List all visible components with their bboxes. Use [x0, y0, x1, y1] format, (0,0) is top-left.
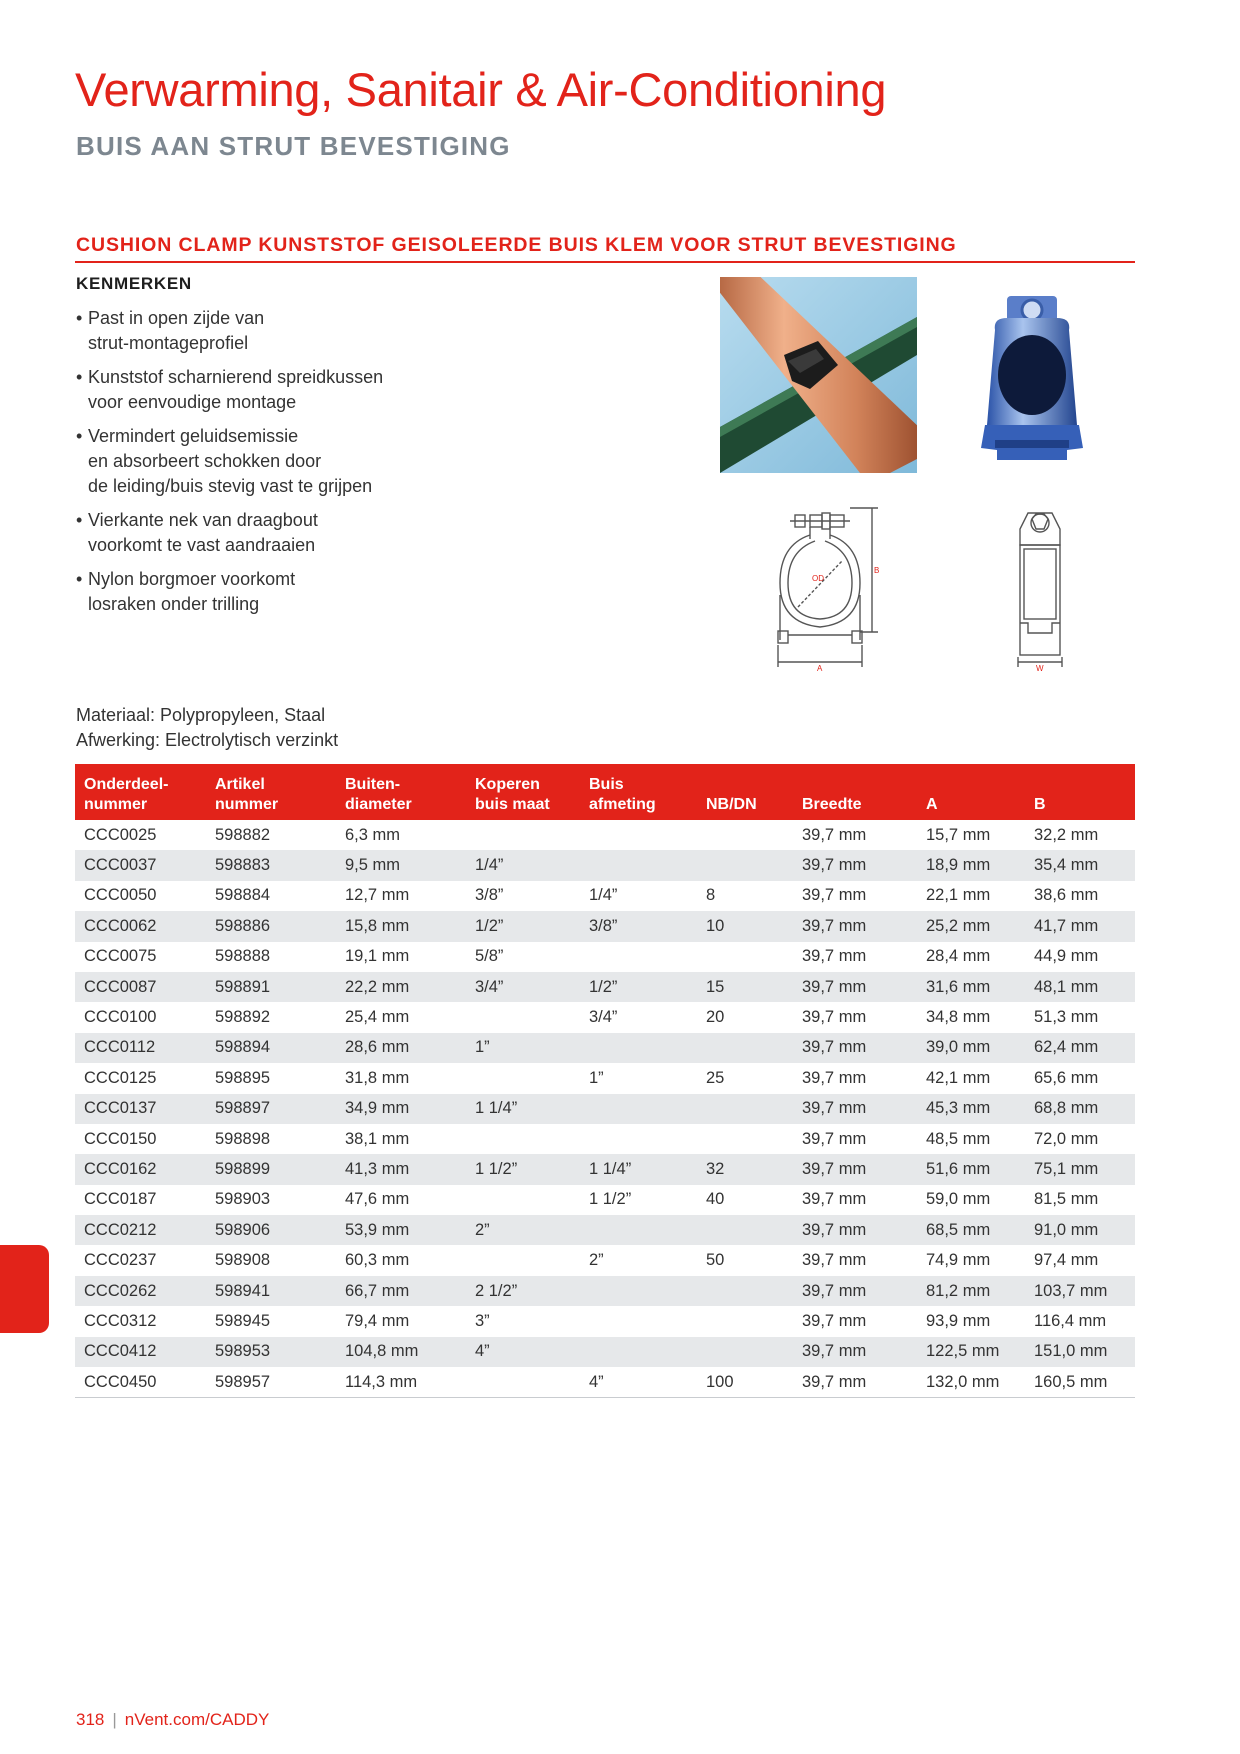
- table-cell: 9,5 mm: [336, 850, 466, 880]
- table-cell: [697, 942, 793, 972]
- section-divider: [75, 261, 1135, 263]
- table-cell: 15,7 mm: [926, 825, 991, 844]
- table-cell: [697, 1337, 793, 1367]
- table-cell: CCC0087: [75, 972, 206, 1002]
- table-cell: 1/4”: [466, 850, 580, 880]
- table-cell: 68,5 mm: [917, 1215, 1025, 1245]
- footer: [76, 1710, 269, 1730]
- table-cell: CCC0075: [84, 947, 157, 966]
- table-cell: 34,8 mm: [926, 1008, 991, 1027]
- column-header: B: [1025, 764, 1135, 820]
- table-cell: CCC0100: [84, 1008, 157, 1027]
- table-cell: [466, 1063, 580, 1093]
- table-cell: CCC0412: [75, 1337, 206, 1367]
- table-cell: 59,0 mm: [926, 1190, 991, 1209]
- table-cell: 39,7 mm: [802, 886, 867, 905]
- table-cell: 93,9 mm: [926, 1311, 991, 1330]
- product-table: [75, 764, 1135, 1398]
- table-cell: [580, 850, 697, 880]
- feature-item: • Vermindert geluidsemissie en absorbeert schokken door de leiding/buis stevig vast te grijpen: [76, 424, 436, 499]
- table-cell: [466, 1245, 580, 1275]
- table-cell: 3/4”: [589, 1008, 618, 1027]
- table-cell: 65,6 mm: [1034, 1068, 1099, 1087]
- page-title: Verwarming, Sanitair & Air-Conditioning: [75, 63, 887, 116]
- table-cell: 51,6 mm: [917, 1154, 1025, 1184]
- table-cell: [697, 1306, 793, 1336]
- column-header: Buiten- diameter: [336, 764, 466, 820]
- table-cell: 100: [697, 1367, 793, 1398]
- table-row: [75, 1276, 1135, 1306]
- table-cell: [466, 1185, 580, 1215]
- table-cell: 1/2”: [580, 972, 697, 1002]
- table-cell: CCC0237: [84, 1251, 157, 1270]
- table-cell: 12,7 mm: [345, 886, 410, 905]
- table-cell: CCC0137: [75, 1094, 206, 1124]
- column-header: Koperen buis maat: [466, 764, 580, 820]
- table-cell: 4”: [466, 1337, 580, 1367]
- table-cell: 91,0 mm: [1025, 1215, 1135, 1245]
- table-cell: 598906: [206, 1215, 336, 1245]
- table-cell: 598895: [215, 1068, 271, 1087]
- table-cell: 32,2 mm: [1034, 825, 1099, 844]
- table-cell: [466, 820, 580, 850]
- table-cell: 1 1/4”: [466, 1094, 580, 1124]
- table-row: [75, 942, 1135, 972]
- table-cell: [697, 1094, 793, 1124]
- table-cell: 68,8 mm: [1025, 1094, 1135, 1124]
- table-cell: CCC0187: [84, 1190, 157, 1209]
- table-row: [75, 1185, 1135, 1215]
- table-cell: [580, 1215, 697, 1245]
- table-cell: 53,9 mm: [336, 1215, 466, 1245]
- table-cell: [697, 850, 793, 880]
- footer-separator: |: [112, 1710, 117, 1729]
- table-cell: 598945: [215, 1311, 271, 1330]
- table-cell: 39,0 mm: [917, 1033, 1025, 1063]
- table-cell: 31,6 mm: [917, 972, 1025, 1002]
- technical-drawing: [760, 505, 1090, 680]
- table-cell: 598953: [206, 1337, 336, 1367]
- page-subtitle: BUIS AAN STRUT BEVESTIGING: [76, 131, 511, 161]
- table-cell: 39,7 mm: [802, 947, 867, 966]
- table-row: [75, 1337, 1135, 1367]
- table-cell: 598888: [215, 947, 271, 966]
- table-cell: 8: [706, 886, 716, 905]
- table-cell: 3/4”: [466, 972, 580, 1002]
- feature-item: • Kunststof scharnierend spreidkussen voor eenvoudige montage: [76, 365, 436, 415]
- table-cell: 2”: [466, 1215, 580, 1245]
- table-cell: 79,4 mm: [345, 1311, 410, 1330]
- table-cell: 81,5 mm: [1034, 1190, 1099, 1209]
- table-cell: 39,7 mm: [793, 1215, 917, 1245]
- table-cell: 1 1/2”: [466, 1154, 580, 1184]
- table-cell: [580, 942, 697, 972]
- table-cell: 5/8”: [475, 947, 504, 966]
- table-cell: 38,1 mm: [345, 1129, 410, 1148]
- table-cell: 598883: [206, 850, 336, 880]
- table-cell: 72,0 mm: [1034, 1129, 1099, 1148]
- table-cell: 39,7 mm: [802, 1129, 867, 1148]
- table-cell: 39,7 mm: [793, 1337, 917, 1367]
- table-cell: 19,1 mm: [345, 947, 410, 966]
- table-cell: 48,1 mm: [1025, 972, 1135, 1002]
- table-row: [75, 1154, 1135, 1184]
- table-cell: 1/4”: [589, 886, 618, 905]
- table-cell: 151,0 mm: [1025, 1337, 1135, 1367]
- table-header-row: [75, 764, 1135, 820]
- table-cell: [580, 1276, 697, 1306]
- table-cell: [580, 820, 697, 850]
- table-cell: 97,4 mm: [1034, 1251, 1099, 1270]
- table-cell: 103,7 mm: [1025, 1276, 1135, 1306]
- table-cell: CCC0312: [84, 1311, 157, 1330]
- table-cell: 34,9 mm: [336, 1094, 466, 1124]
- table-cell: 28,4 mm: [926, 947, 991, 966]
- table-cell: 2 1/2”: [466, 1276, 580, 1306]
- table-cell: 50: [706, 1251, 725, 1270]
- table-cell: 42,1 mm: [926, 1068, 991, 1087]
- table-cell: 32: [697, 1154, 793, 1184]
- table-cell: 122,5 mm: [917, 1337, 1025, 1367]
- table-cell: 41,3 mm: [336, 1154, 466, 1184]
- drawing-label-od: OD: [812, 574, 824, 583]
- table-cell: 598899: [206, 1154, 336, 1184]
- table-row: [75, 911, 1135, 941]
- product-photo-clamp: [955, 290, 1105, 470]
- table-cell: 18,9 mm: [917, 850, 1025, 880]
- table-cell: 116,4 mm: [1034, 1311, 1107, 1330]
- page-number: 318: [76, 1710, 105, 1729]
- table-cell: 598898: [215, 1129, 271, 1148]
- table-cell: 3/8”: [475, 886, 504, 905]
- table-cell: 598884: [215, 886, 271, 905]
- table-cell: 598882: [215, 825, 271, 844]
- table-cell: 1 1/4”: [580, 1154, 697, 1184]
- table-cell: CCC0125: [84, 1068, 157, 1087]
- table-cell: 598957: [206, 1367, 336, 1398]
- table-cell: [580, 1337, 697, 1367]
- table-cell: [580, 1124, 697, 1154]
- table-cell: CCC0050: [84, 886, 157, 905]
- table-cell: 39,7 mm: [802, 1068, 867, 1087]
- table-cell: [580, 1033, 697, 1063]
- table-cell: [697, 1124, 793, 1154]
- drawing-label-a: A: [817, 664, 823, 673]
- table-row: [75, 1002, 1135, 1032]
- table-cell: 104,8 mm: [336, 1337, 466, 1367]
- table-cell: 35,4 mm: [1025, 850, 1135, 880]
- chapter-tab: [0, 1245, 49, 1333]
- table-row: [75, 1367, 1135, 1398]
- table-cell: 25,2 mm: [917, 911, 1025, 941]
- footer-link[interactable]: nVent.com/CADDY: [124, 1710, 270, 1729]
- table-body: [75, 820, 1135, 1398]
- table-cell: 598892: [215, 1008, 271, 1027]
- table-cell: 132,0 mm: [917, 1367, 1025, 1398]
- table-row: [75, 850, 1135, 880]
- table-cell: [580, 1306, 697, 1336]
- table-cell: 598897: [206, 1094, 336, 1124]
- table-cell: CCC0112: [75, 1033, 206, 1063]
- table-row: [75, 1094, 1135, 1124]
- table-cell: 22,1 mm: [926, 886, 991, 905]
- table-cell: CCC0025: [84, 825, 157, 844]
- table-cell: 25: [706, 1068, 725, 1087]
- table-row: [75, 1215, 1135, 1245]
- table-cell: [466, 1367, 580, 1398]
- table-cell: 28,6 mm: [336, 1033, 466, 1063]
- table-cell: 39,7 mm: [793, 972, 917, 1002]
- table-cell: 598908: [215, 1251, 271, 1270]
- material-text: Materiaal: Polypropyleen, Staal: [76, 705, 326, 725]
- table-cell: 75,1 mm: [1025, 1154, 1135, 1184]
- table-cell: CCC0212: [75, 1215, 206, 1245]
- table-row: [75, 1063, 1135, 1093]
- table-cell: 598891: [206, 972, 336, 1002]
- finish-text: Afwerking: Electrolytisch verzinkt: [76, 730, 339, 750]
- table-row: [75, 1033, 1135, 1063]
- table-cell: 598941: [206, 1276, 336, 1306]
- table-cell: CCC0062: [75, 911, 206, 941]
- feature-item: • Vierkante nek van draagbout voorkomt te vast aandraaien: [76, 508, 436, 558]
- table-row: [75, 972, 1135, 1002]
- table-cell: 44,9 mm: [1034, 947, 1099, 966]
- table-cell: CCC0150: [84, 1129, 157, 1148]
- table-cell: 25,4 mm: [345, 1008, 410, 1027]
- table-cell: 15,8 mm: [336, 911, 466, 941]
- table-cell: 81,2 mm: [917, 1276, 1025, 1306]
- column-header: NB/DN: [697, 764, 793, 820]
- table-cell: 598894: [206, 1033, 336, 1063]
- table-cell: 1/2”: [466, 911, 580, 941]
- feature-item: • Past in open zijde van strut-montageprofiel: [76, 306, 436, 356]
- table-cell: 60,3 mm: [345, 1251, 410, 1270]
- table-cell: 4”: [580, 1367, 697, 1398]
- table-cell: 51,3 mm: [1034, 1008, 1099, 1027]
- column-header: Breedte: [793, 764, 917, 820]
- table-cell: 10: [697, 911, 793, 941]
- table-cell: 39,7 mm: [793, 1276, 917, 1306]
- table-row: [75, 881, 1135, 911]
- table-row: [75, 820, 1135, 850]
- table-cell: 39,7 mm: [802, 825, 867, 844]
- table-cell: 40: [706, 1190, 725, 1209]
- table-cell: 39,7 mm: [802, 1251, 867, 1270]
- table-cell: 3/8”: [580, 911, 697, 941]
- table-cell: 48,5 mm: [926, 1129, 991, 1148]
- table-cell: 39,7 mm: [793, 1367, 917, 1398]
- table-cell: CCC0262: [75, 1276, 206, 1306]
- table-cell: [697, 1215, 793, 1245]
- table-cell: 1”: [589, 1068, 604, 1087]
- table-row: [75, 1245, 1135, 1275]
- table-cell: 598903: [215, 1190, 271, 1209]
- table-cell: 41,7 mm: [1025, 911, 1135, 941]
- drawing-label-w: W: [1036, 664, 1044, 673]
- table-cell: 47,6 mm: [345, 1190, 410, 1209]
- table-cell: 39,7 mm: [802, 1008, 867, 1027]
- table-cell: 74,9 mm: [926, 1251, 991, 1270]
- table-cell: 39,7 mm: [802, 1311, 867, 1330]
- table-cell: 1 1/2”: [589, 1190, 632, 1209]
- table-cell: 39,7 mm: [793, 850, 917, 880]
- table-cell: 62,4 mm: [1025, 1033, 1135, 1063]
- table-cell: [697, 1033, 793, 1063]
- table-cell: [697, 1276, 793, 1306]
- table-cell: CCC0450: [75, 1367, 206, 1398]
- product-photo-installed: [720, 277, 917, 473]
- table-cell: 160,5 mm: [1025, 1367, 1135, 1398]
- table-cell: 39,7 mm: [793, 1094, 917, 1124]
- features-heading: KENMERKEN: [76, 274, 192, 293]
- table-cell: [466, 1002, 580, 1032]
- column-header: A: [917, 764, 1025, 820]
- section-title: CUSHION CLAMP KUNSTSTOF GEISOLEERDE BUIS KLEM VOOR STRUT BEVESTIGING: [76, 234, 957, 256]
- column-header: Buis afmeting: [580, 764, 697, 820]
- table-cell: 66,7 mm: [336, 1276, 466, 1306]
- table-cell: CCC0162: [75, 1154, 206, 1184]
- table-row: [75, 1306, 1135, 1336]
- table-cell: [466, 1124, 580, 1154]
- table-cell: 114,3 mm: [336, 1367, 466, 1398]
- table-cell: 598886: [206, 911, 336, 941]
- column-header: Artikel nummer: [206, 764, 336, 820]
- table-cell: 6,3 mm: [345, 825, 401, 844]
- table-cell: [580, 1094, 697, 1124]
- spec-block: [76, 703, 338, 753]
- table-cell: 39,7 mm: [793, 911, 917, 941]
- table-cell: CCC0037: [75, 850, 206, 880]
- table-cell: 1”: [466, 1033, 580, 1063]
- table-row: [75, 1124, 1135, 1154]
- table-cell: 38,6 mm: [1034, 886, 1099, 905]
- table-cell: 45,3 mm: [917, 1094, 1025, 1124]
- table-cell: 2”: [589, 1251, 604, 1270]
- table-cell: 20: [706, 1008, 725, 1027]
- drawing-label-b: B: [874, 566, 880, 575]
- table-cell: 3”: [475, 1311, 490, 1330]
- table-cell: 39,7 mm: [793, 1154, 917, 1184]
- table-cell: 39,7 mm: [793, 1033, 917, 1063]
- column-header: Onderdeel- nummer: [75, 764, 206, 820]
- table-cell: 22,2 mm: [336, 972, 466, 1002]
- table-cell: 31,8 mm: [345, 1068, 410, 1087]
- table-cell: 15: [697, 972, 793, 1002]
- table-cell: [697, 820, 793, 850]
- feature-item: • Nylon borgmoer voorkomt losraken onder trilling: [76, 567, 436, 617]
- features-list: [76, 306, 436, 626]
- table-cell: 39,7 mm: [802, 1190, 867, 1209]
